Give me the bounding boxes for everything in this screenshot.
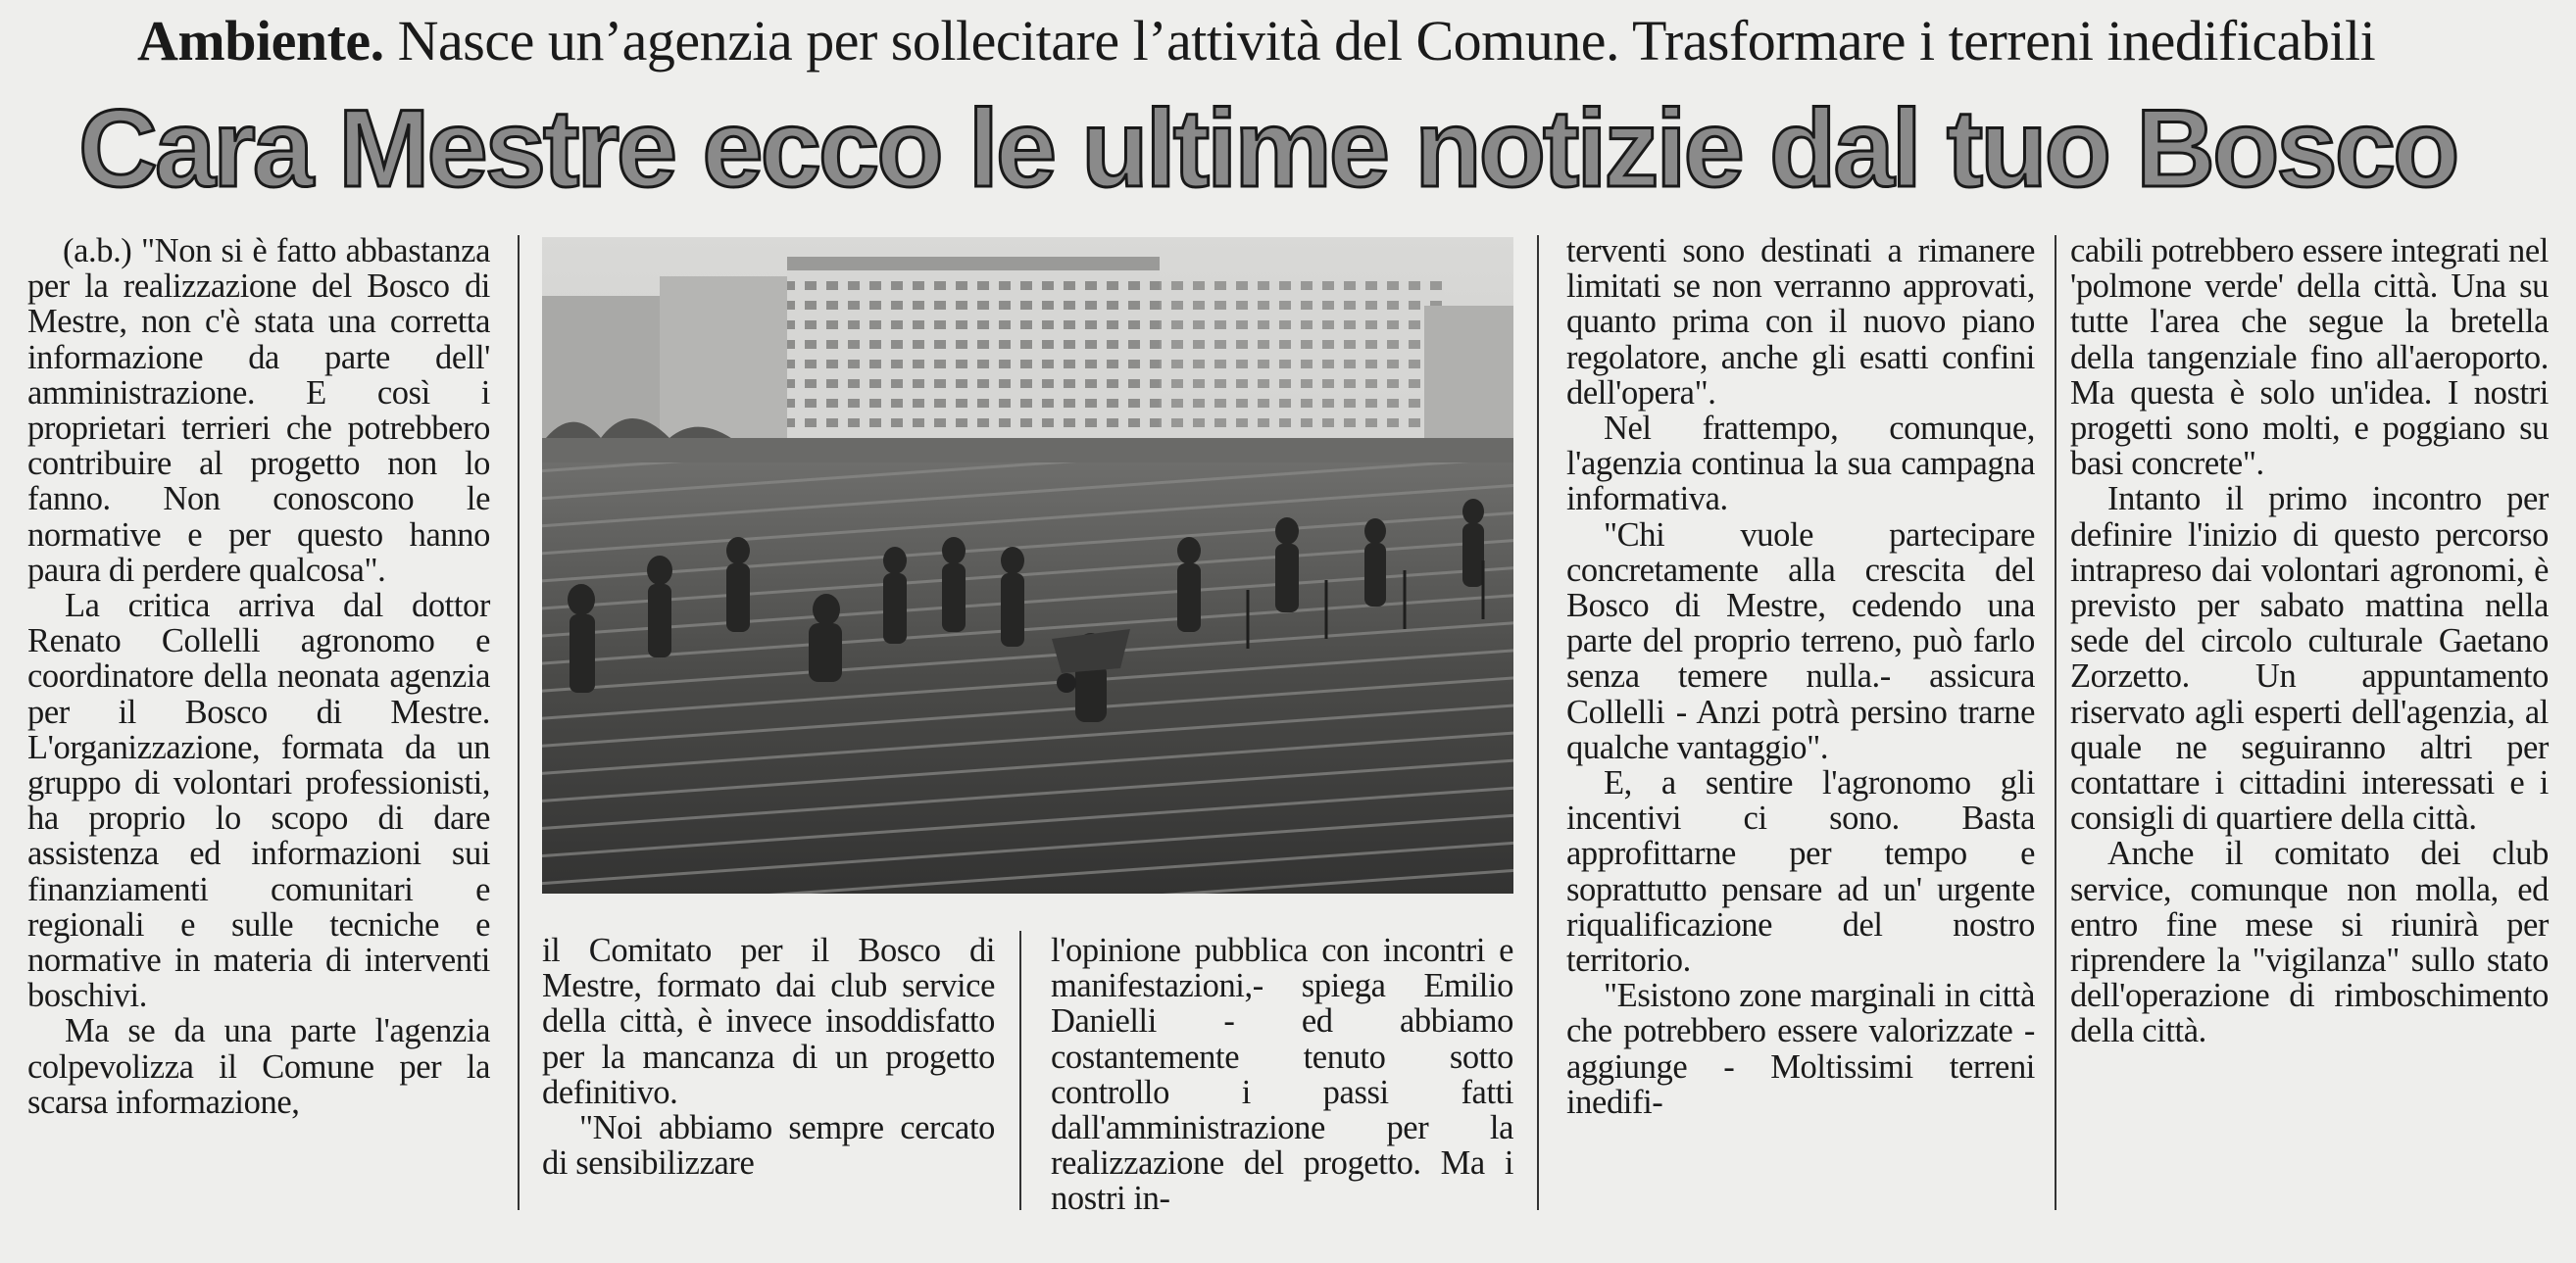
kicker-label: Ambiente. xyxy=(137,9,384,73)
article-kicker xyxy=(137,6,2529,76)
column-rule xyxy=(1537,235,1539,1210)
paragraph: cabili potrebbero essere integrati nel 'polmone verde' della città. Una su tutte l'area che segue la bretella della tangenziale fino all'aeroporto. Ma questa è solo un'idea. I nostri progetti sono molti, e poggiano su basi concrete". xyxy=(2070,232,2549,483)
paragraph: l'opinione pubblica con incontri e manifestazioni,- spiega Emilio Danielli - ed abbiamo costantemente tenuto sotto controllo i passi fatti dall'amministrazione per la realizzazione del progetto. Ma i nostri in- xyxy=(1051,932,1513,1218)
article-photo xyxy=(542,237,1513,894)
paragraph: "Noi abbiamo sempre cercato di sensibilizzare xyxy=(542,1109,995,1183)
column-rule xyxy=(518,235,520,1210)
article-column-2 xyxy=(542,933,995,1181)
article-headline: Cara Mestre ecco le ultime notizie dal tuo Bosco xyxy=(78,87,2457,210)
paragraph: terventi sono destinati a rimanere limitati se non verranno approvati, quanto prima con il nuovo piano regolatore, anche gli esatti confini dell'opera". xyxy=(1566,232,2035,412)
paragraph: "Chi vuole partecipare concretamente alla crescita del Bosco di Mestre, cedendo una parte del proprio terreno, può farlo senza temere nulla.- assicura Collelli - Anzi potrà persino trarne qualche vantaggio". xyxy=(1566,515,2035,766)
article-column-5 xyxy=(2070,233,2549,1049)
paragraph: Intanto il primo incontro per definire l'inizio di questo percorso intrapreso dai volontari agronomi, è previsto per sabato mattina nella sede del circolo culturale Gaetano Zorzetto. Un appuntamento riservato agli esperti dell'agenzia, al quale ne seguiranno altri per contattare i cittadini interessati e i consigli di quartiere della città. xyxy=(2070,480,2549,838)
paragraph: il Comitato per il Bosco di Mestre, formato dai club service della città, è invece insoddisfatto per la mancanza di un progetto definitivo. xyxy=(542,932,995,1111)
paragraph: Nel frattempo, comunque, l'agenzia continua la sua campagna informativa. xyxy=(1566,410,2035,518)
paragraph: "Esistono zone marginali in città che potrebbero essere valorizzate - aggiunge - Moltissimi terreni inedifi- xyxy=(1566,977,2035,1121)
kicker-text: Nasce un’agenzia per sollecitare l’attività del Comune. Trasformare i terreni inedificabili xyxy=(397,9,2376,73)
article-column-4 xyxy=(1566,233,2035,1120)
paragraph: (a.b.) "Non si è fatto abbastanza per la realizzazione del Bosco di Mestre, non c'è stata una corretta informazione da parte dell' amministrazione. E così i proprietari terrieri che potrebbero contribuire al progetto non lo fanno. Non conoscono le normative e per questo hanno paura di perdere qualcosa". xyxy=(27,232,490,589)
column-rule xyxy=(1019,931,1021,1210)
paragraph: La critica arriva dal dottor Renato Collelli agronomo e coordinatore della neonata agenzia per il Bosco di Mestre. L'organizzazione, formata da un gruppo di volontari professionisti, ha proprio lo scopo di dare assistenza ed informazioni sui finanziamenti comunitari e regionali e sulle tecniche e normative in materia di interventi boschivi. xyxy=(27,587,490,1015)
article-column-3 xyxy=(1051,933,1513,1217)
paragraph: Anche il comitato dei club service, comunque non molla, ed entro fine mese si riunirà per riprendere la "vigilanza" sullo stato dell'operazione di rimboschimento della città. xyxy=(2070,835,2549,1050)
article-column-1 xyxy=(27,233,490,1120)
paragraph: Ma se da una parte l'agenzia colpevolizza il Comune per la scarsa informazione, xyxy=(27,1012,490,1121)
paragraph: E, a sentire l'agronomo gli incentivi ci sono. Basta approfittarne per tempo e soprattutto pensare ad un' urgente riqualificazione del nostro territorio. xyxy=(1566,764,2035,980)
column-rule xyxy=(2055,235,2056,1210)
